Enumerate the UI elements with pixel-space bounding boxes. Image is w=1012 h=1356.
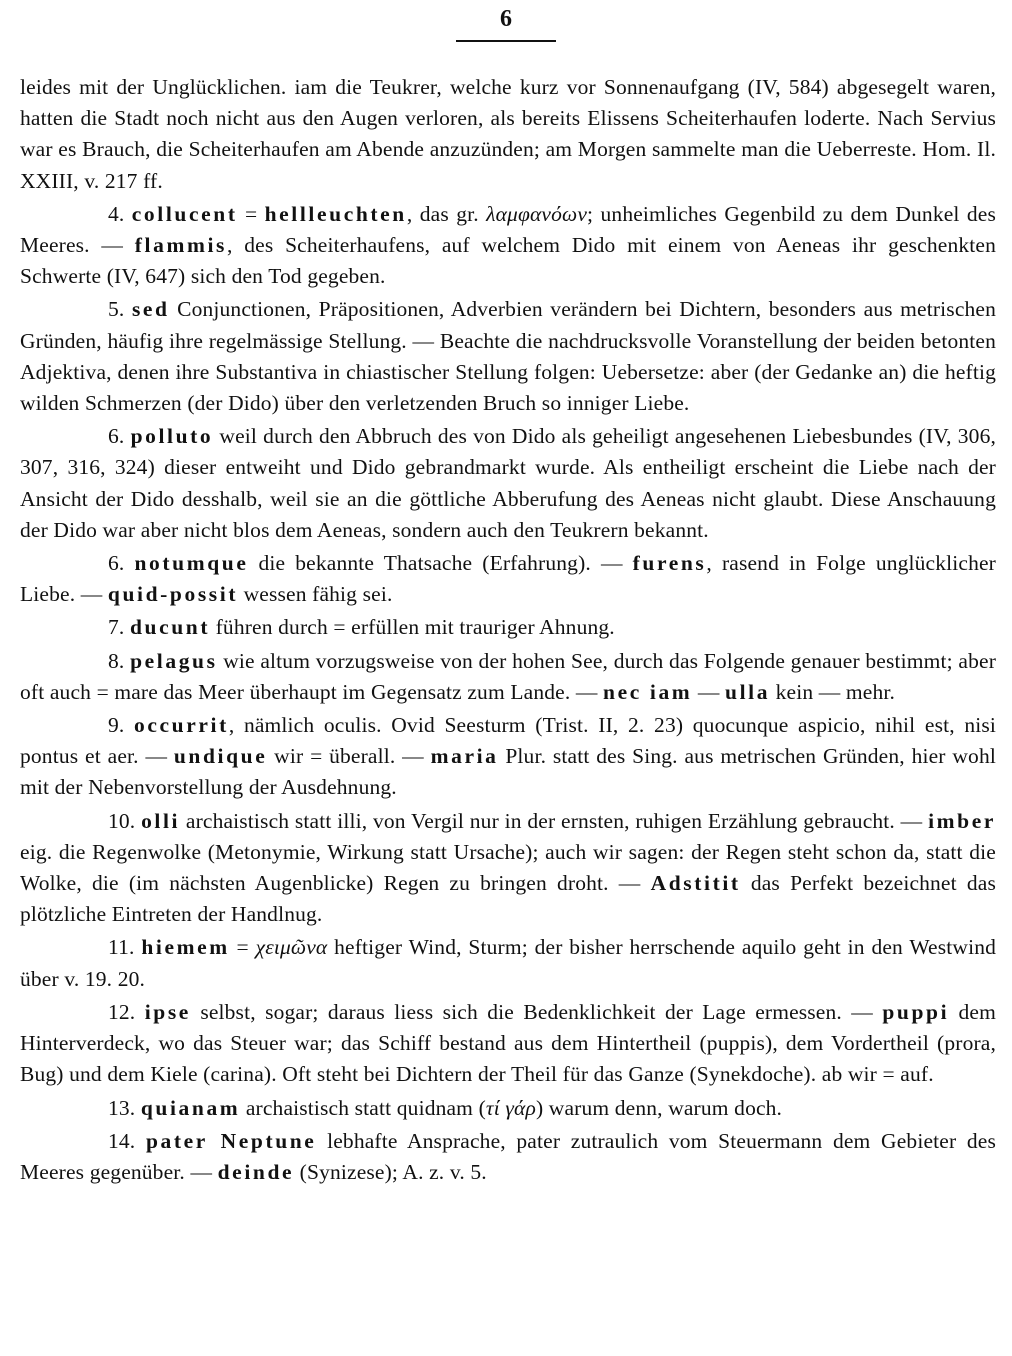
text-run: , das gr. — [406, 201, 487, 226]
text-run: heftiger Wind, Sturm; der bisher herrschende aquilo geht in den Westwind über v. 19. 20. — [20, 935, 996, 991]
lemma: occurrit — [134, 713, 229, 738]
commentary-paragraph — [20, 199, 996, 293]
text-run: (Synizese); A. z. v. 5. — [294, 1159, 487, 1184]
text-run: eig. die Regenwolke (Metonymie, Wirkung statt Ursache); auch wir sagen: der Regen steht schon da, statt die Wolke, die (im nächsten Augenblicke) Regen zu bringen droht. — — [20, 839, 996, 896]
commentary-paragraph — [20, 612, 996, 643]
lemma: nec iam — [603, 679, 693, 704]
lemma: puppi — [882, 999, 950, 1024]
greek-word: χειμῶνα — [255, 935, 328, 960]
note-number: 10. — [108, 808, 142, 833]
commentary-paragraph — [20, 1093, 996, 1124]
lemma: maria — [430, 744, 499, 769]
commentary-paragraph — [20, 710, 996, 804]
text-run: archaistisch statt illi, von Vergil nur in der ernsten, ruhigen Erzählung gebraucht. — — [180, 808, 929, 833]
note-number: 5. — [108, 297, 132, 322]
note-number: 7. — [108, 615, 130, 640]
lemma: furens — [632, 551, 707, 576]
note-number: 6. — [108, 551, 135, 576]
lemma: notumque — [134, 551, 249, 576]
lemma: undique — [173, 744, 268, 769]
lemma: quianam — [140, 1095, 241, 1120]
commentary-paragraph — [20, 294, 996, 419]
commentary-paragraph — [20, 646, 996, 708]
greek-word: λαμφανόων — [486, 201, 588, 226]
text-run: dem Hinterverdeck, wo das Steuer war; das Schiff bestand aus dem Hintertheil (puppis), dem Vordertheil (prora, Bug) und dem Kiele (carina). Oft steht bei Dichtern der Theil für das Ganze (Synekdoche). ab wir = auf. — [20, 999, 996, 1087]
text-run: ; unheimliches Gegenbild zu dem Dunkel des Meeres. — — [20, 201, 996, 258]
lemma: quid-possit — [107, 582, 239, 607]
commentary-paragraph — [20, 932, 996, 994]
lemma: deinde — [217, 1159, 295, 1184]
commentary-paragraph — [20, 1126, 996, 1188]
lemma: hiemem — [141, 935, 230, 960]
commentary-body — [20, 72, 996, 1190]
lemma: ipse — [144, 999, 191, 1024]
note-number: 14. — [108, 1128, 146, 1153]
lemma: polluto — [130, 424, 214, 449]
note-number: 4. — [108, 201, 132, 226]
lemma: Adstitit — [650, 871, 741, 896]
page-number: 6 — [500, 6, 512, 32]
text-run: , nämlich oculis. Ovid Seesturm (Trist. II, 2. 23) quocunque aspicio, nihil est, nisi pontus et aer. — — [20, 713, 997, 769]
text-run: = — [229, 935, 256, 960]
page-number-rule — [456, 40, 556, 42]
note-number: 9. — [108, 713, 135, 738]
text-run: die bekannte Thatsache (Erfahrung). — — [248, 551, 633, 576]
text-run: kein — mehr. — [770, 679, 896, 704]
text-run: wie altum vorzugsweise von der hohen See, durch das Folgende genauer bestimmt; aber oft auch = mare das Meer überhaupt im Gegensatz zum Lande. — — [20, 648, 996, 704]
text-run: wir = überall. — — [267, 744, 431, 769]
text-run: selbst, sogar; daraus liess sich die Bedenklichkeit der Lage ermessen. — — [190, 999, 883, 1024]
note-number: 12. — [108, 999, 145, 1024]
text-run: führen durch = erfüllen mit trauriger Ahnung. — [210, 615, 615, 640]
text-run: wessen fähig sei. — [238, 582, 393, 607]
text-run: , rasend in Folge unglücklicher Liebe. — — [20, 551, 996, 607]
commentary-paragraph — [20, 72, 996, 197]
greek-word: τί γάρ — [485, 1095, 536, 1120]
text-run: ) warum denn, warum doch. — [535, 1095, 783, 1120]
text-run: weil durch den Abbruch des von Dido als geheiligt angesehenen Liebesbundes (IV, 306, 307, 316, 324) dieser entweiht und Dido gebrandmarkt wurde. Als entheiligt erscheint die Liebe nach der Ansicht der Dido desshalb, weil sie an die göttliche Abberufung des Aeneas nicht glaubt. Diese Anschauung der Dido war aber nicht blos dem Aeneas, sondern auch den Teukrern bekannt. — [20, 424, 996, 542]
note-number: 13. — [108, 1095, 141, 1120]
lemma: imber — [928, 808, 996, 833]
lemma: sed — [131, 297, 170, 322]
lemma: olli — [141, 808, 181, 833]
lemma: collucent — [131, 201, 238, 226]
text-run: = — [237, 201, 265, 226]
text-run: Plur. statt des Sing. aus metrischen Gründen, hier wohl mit der Nebenvorstellung der Ausdehnung. — [20, 744, 996, 800]
lemma: pelagus — [130, 648, 218, 673]
lemma: flammis — [134, 233, 228, 258]
note-number: 8. — [108, 648, 131, 673]
text-run: Conjunctionen, Präpositionen, Adverbien verändern bei Dichtern, besonders aus metrischen Gründen, häufig ihre regelmässige Stellung. — Beachte die nachdrucksvolle Voranstellung der beiden betonten Adjektiva, denen ihre Substantiva in chiastischer Stellung folgen: Uebersetze: aber (der Gedanke an) die heftig wilden Schmerzen (der Dido) über den verletzenden Bruch so inniger Liebe. — [20, 297, 997, 416]
commentary-paragraph — [20, 421, 996, 546]
commentary-paragraph — [20, 806, 996, 931]
commentary-paragraph — [20, 548, 996, 610]
lemma: ulla — [725, 679, 771, 704]
text-run: lebhafte Ansprache, pater zutraulich vom Steuermann dem Gebieter des Meeres gegenüber. — — [20, 1128, 997, 1184]
lemma: ducunt — [129, 615, 211, 640]
note-number: 6. — [108, 424, 131, 449]
text-run: leides mit der Unglücklichen. iam die Teukrer, welche kurz vor Sonnenaufgang (IV, 584) abgesegelt waren, hatten die Stadt noch nicht aus den Augen verloren, als bereits Elissens Scheiterhaufen loderte. Nach Servius war es Brauch, die Scheiterhaufen am Abende anzuzünden; am Morgen sammelte man die Ueberreste. Hom. Il. XXIII, v. 217 ff. — [20, 75, 996, 193]
text-run: , des Scheiterhaufens, auf welchem Dido mit einem von Aeneas ihr geschenkten Schwerte (IV, 647) sich den Tod gegeben. — [20, 233, 996, 289]
text-run: — — [692, 679, 726, 704]
lemma: pater Neptune — [145, 1128, 317, 1153]
text-run: archaistisch statt quidnam ( — [240, 1095, 486, 1120]
text-run: das Perfekt bezeichnet das plötzliche Eintreten der Handlnug. — [20, 871, 996, 927]
lemma: hellleuchten — [264, 201, 407, 226]
commentary-paragraph — [20, 997, 996, 1091]
note-number: 11. — [108, 935, 142, 960]
